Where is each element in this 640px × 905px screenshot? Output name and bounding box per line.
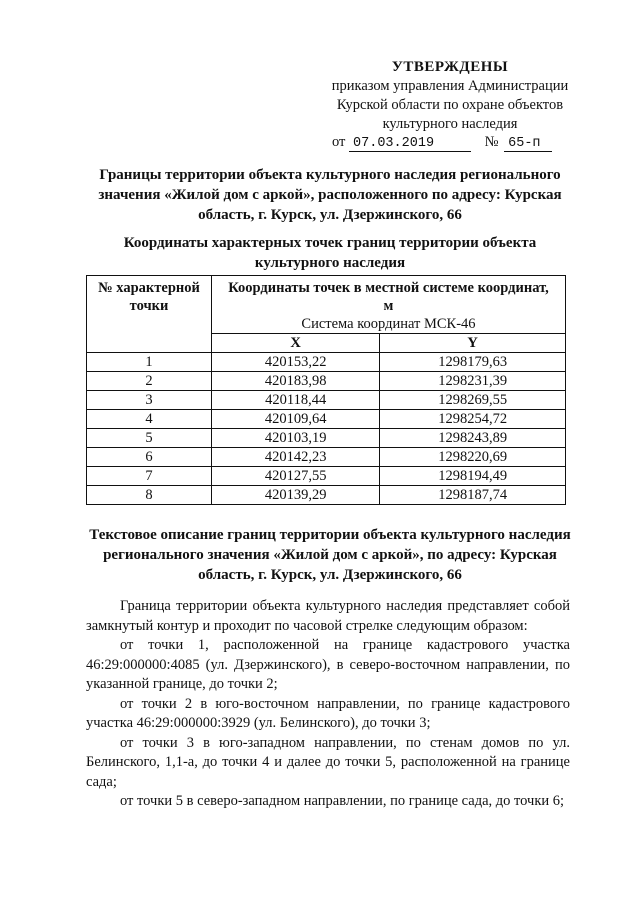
- number-label: №: [484, 134, 499, 150]
- table-row: [87, 429, 566, 448]
- approval-line: приказом управления Администрации: [331, 78, 569, 94]
- title-line: область, г. Курск, ул. Дзержинского, 66: [198, 567, 462, 583]
- paragraph: от точки 2 в юго-восточном направлении, по границе кадастрового участка 46:29:000000:3929 (ул. Белинского), до точки 3;: [86, 695, 570, 731]
- paragraph: от точки 5 в северо-западном направлении, по границе сада, до точки 6;: [120, 793, 565, 809]
- order-meta: [332, 134, 552, 152]
- point-number: 2: [87, 372, 212, 391]
- order-date: 07.03.2019: [349, 136, 471, 152]
- title-line: Координаты характерных точек границ территории объекта: [123, 235, 537, 251]
- table-row: [87, 353, 566, 372]
- title-line: регионального значения «Жилой дом с аркой», по адресу: Курская: [103, 547, 557, 563]
- x-value: 420118,44: [212, 391, 380, 410]
- title-line: значения «Жилой дом с аркой», расположенного по адресу: Курская: [98, 187, 562, 203]
- x-value: 420103,19: [212, 429, 380, 448]
- table-row: [87, 372, 566, 391]
- header-line: точки: [129, 298, 169, 314]
- approval-heading: УТВЕРЖДЕНЫ: [391, 59, 509, 75]
- document-title: [70, 165, 590, 225]
- x-value: 420127,55: [212, 467, 380, 486]
- table-title: [70, 233, 590, 273]
- table-row: [87, 410, 566, 429]
- point-number: 4: [87, 410, 212, 429]
- x-value: 420183,98: [212, 372, 380, 391]
- header-line: Координаты точек в местной системе координат,: [228, 280, 549, 296]
- title-line: Границы территории объекта культурного наследия регионального: [99, 167, 561, 183]
- description-title: [70, 525, 590, 585]
- point-number: 6: [87, 448, 212, 467]
- paragraph: от точки 1, расположенной на границе кадастрового участка 46:29:000000:4085 (ул. Дзержинского), в северо-восточном направлении, по указанной границе, до точки 2;: [86, 637, 570, 692]
- table-row: [87, 467, 566, 486]
- y-value: 1298194,49: [380, 467, 566, 486]
- header-line: № характерной: [98, 280, 200, 296]
- y-value: 1298187,74: [380, 486, 566, 505]
- point-number-header: [87, 276, 212, 353]
- paragraph: от точки 3 в юго-западном направлении, по стенам домов по ул. Белинского, 1,1-а, до точки 4 и далее до точки 5, расположенной на границе сада;: [86, 734, 570, 790]
- y-value: 1298231,39: [380, 372, 566, 391]
- y-value: 1298179,63: [380, 353, 566, 372]
- y-value: 1298220,69: [380, 448, 566, 467]
- x-value: 420153,22: [212, 353, 380, 372]
- x-value: 420142,23: [212, 448, 380, 467]
- title-line: область, г. Курск, ул. Дзержинского, 66: [198, 207, 462, 223]
- table-row: [87, 486, 566, 505]
- title-line: Текстовое описание границ территории объекта культурного наследия: [89, 527, 571, 543]
- point-number: 1: [87, 353, 212, 372]
- header-line: м: [383, 298, 394, 314]
- y-value: 1298254,72: [380, 410, 566, 429]
- x-header: X: [212, 334, 380, 353]
- y-value: 1298243,89: [380, 429, 566, 448]
- date-label: от: [332, 134, 346, 150]
- point-number: 5: [87, 429, 212, 448]
- x-value: 420139,29: [212, 486, 380, 505]
- point-number: 8: [87, 486, 212, 505]
- point-number: 7: [87, 467, 212, 486]
- coordinates-table: [86, 275, 566, 505]
- y-header: Y: [380, 334, 566, 353]
- paragraph: Граница территории объекта культурного наследия представляет собой замкнутый контур и проходит по часовой стрелке следующим образом:: [86, 598, 570, 634]
- table-row: [87, 391, 566, 410]
- point-number: 3: [87, 391, 212, 410]
- approval-line: Курской области по охране объектов: [336, 97, 564, 113]
- title-line: культурного наследия: [254, 255, 406, 271]
- approval-line: культурного наследия: [382, 116, 518, 132]
- y-value: 1298269,55: [380, 391, 566, 410]
- boundary-description: [86, 597, 570, 812]
- order-number: 65-п: [504, 136, 552, 152]
- coordinates-header: [212, 276, 566, 334]
- approval-block: [300, 58, 600, 134]
- coordinate-system: Система координат МСК-46: [301, 316, 476, 332]
- x-value: 420109,64: [212, 410, 380, 429]
- table-row: [87, 448, 566, 467]
